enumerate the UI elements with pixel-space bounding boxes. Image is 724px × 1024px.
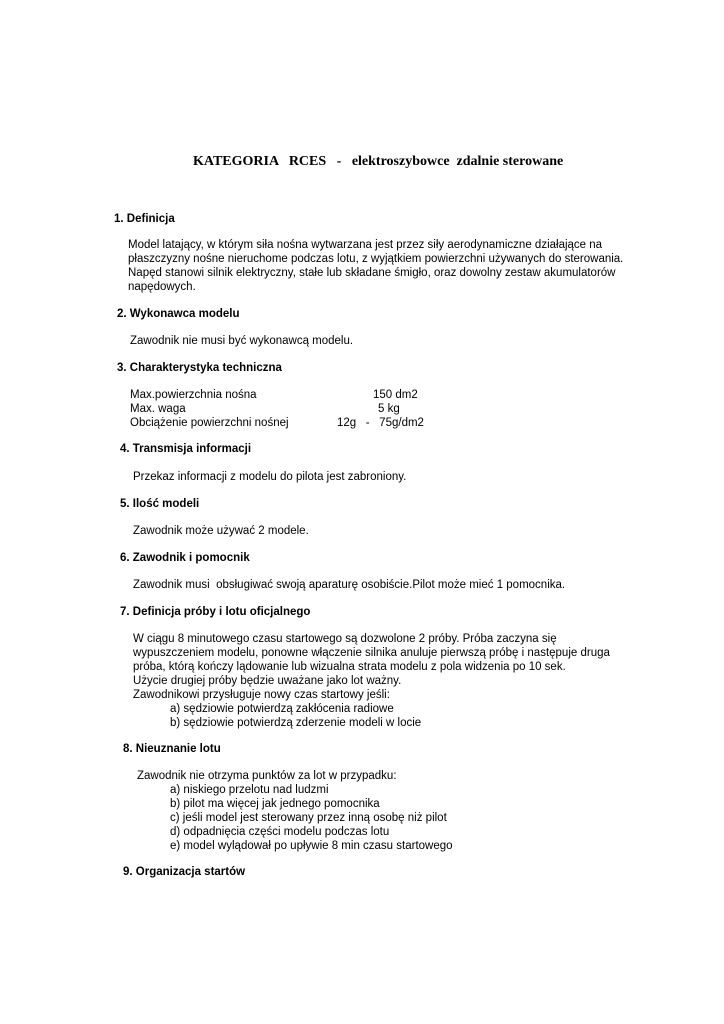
section-heading-charakterystyka: 3. Charakterystyka techniczna [117,362,282,374]
proba-line: wypuszczeniem modelu, ponowne włączenie silnika anuluje pierwszą próbę i następuje druga [133,647,610,659]
nieuznanie-list-item: e) model wylądował po upływie 8 min czasu startowego [170,840,453,852]
section-heading-wykonawca: 2. Wykonawca modelu [117,308,240,320]
spec-value: 12g - 75g/dm2 [337,417,424,429]
nieuznanie-list-item: a) niskiego przelotu nad ludzmi [170,784,329,796]
proba-line: W ciągu 8 minutowego czasu startowego są dozwolone 2 próby. Próba zaczyna się [133,633,557,645]
proba-line: Zawodnikowi przysługuje nowy czas startowy jeśli: [133,689,390,701]
definicja-line: napędowych. [128,281,196,293]
nieuznanie-list-item: c) jeśli model jest sterowany przez inną osobę niż pilot [170,812,447,824]
spec-value: 150 dm2 [373,389,418,401]
definicja-line: Model latający, w którym siła nośna wytwarzana jest przez siły aerodynamiczne działające na [128,239,603,251]
document-title: KATEGORIA RCES - elektroszybowce zdalnie sterowane [193,154,564,169]
section-heading-transmisja: 4. Transmisja informacji [120,443,252,455]
definicja-line: Napęd stanowi silnik elektryczny, stałe lub składane śmigło, oraz dowolny zestaw akumulatorów [128,267,616,279]
section-heading-definicja-proby: 7. Definicja próby i lotu oficjalnego [120,606,311,618]
section-heading-zawodnik-pomocnik: 6. Zawodnik i pomocnik [120,552,250,564]
spec-label: Max.powierzchnia nośna [130,389,257,401]
nieuznanie-intro: Zawodnik nie otrzyma punktów za lot w przypadku: [137,770,397,782]
spec-label: Obciążenie powierzchni nośnej [130,417,289,429]
wykonawca-text: Zawodnik nie musi być wykonawcą modelu. [130,335,354,347]
nieuznanie-list-item: d) odpadnięcia części modelu podczas lotu [170,826,390,838]
section-heading-ilosc-modeli: 5. Ilość modeli [120,498,200,510]
ilosc-modeli-text: Zawodnik może używać 2 modele. [133,525,309,537]
proba-line: Użycie drugiej próby będzie uważane jako lot ważny. [133,675,402,687]
nieuznanie-list-item: b) pilot ma więcej jak jednego pomocnika [170,798,380,810]
proba-list-item: b) sędziowie potwierdzą zderzenie modeli w locie [170,717,422,729]
spec-value: 5 kg [378,403,400,415]
section-heading-nieuznanie: 8. Nieuznanie lotu [123,743,221,755]
spec-label: Max. waga [130,403,186,415]
proba-line: próba, którą kończy lądowanie lub wizualna strata modelu z pola widzenia po 10 sek. [133,661,566,673]
zawodnik-pomocnik-text: Zawodnik musi obsługiwać swoją aparaturę osobiście.Pilot może mieć 1 pomocnika. [133,579,566,591]
definicja-line: płaszczyzny nośne nieruchome podczas lotu, z wyjątkiem powierzchni używanych do sterowania. [128,253,624,265]
section-heading-organizacja: 9. Organizacja startów [123,866,246,878]
transmisja-text: Przekaz informacji z modelu do pilota jest zabroniony. [133,471,407,483]
section-heading-definicja: 1. Definicja [114,213,175,225]
proba-list-item: a) sędziowie potwierdzą zakłócenia radiowe [170,703,394,715]
